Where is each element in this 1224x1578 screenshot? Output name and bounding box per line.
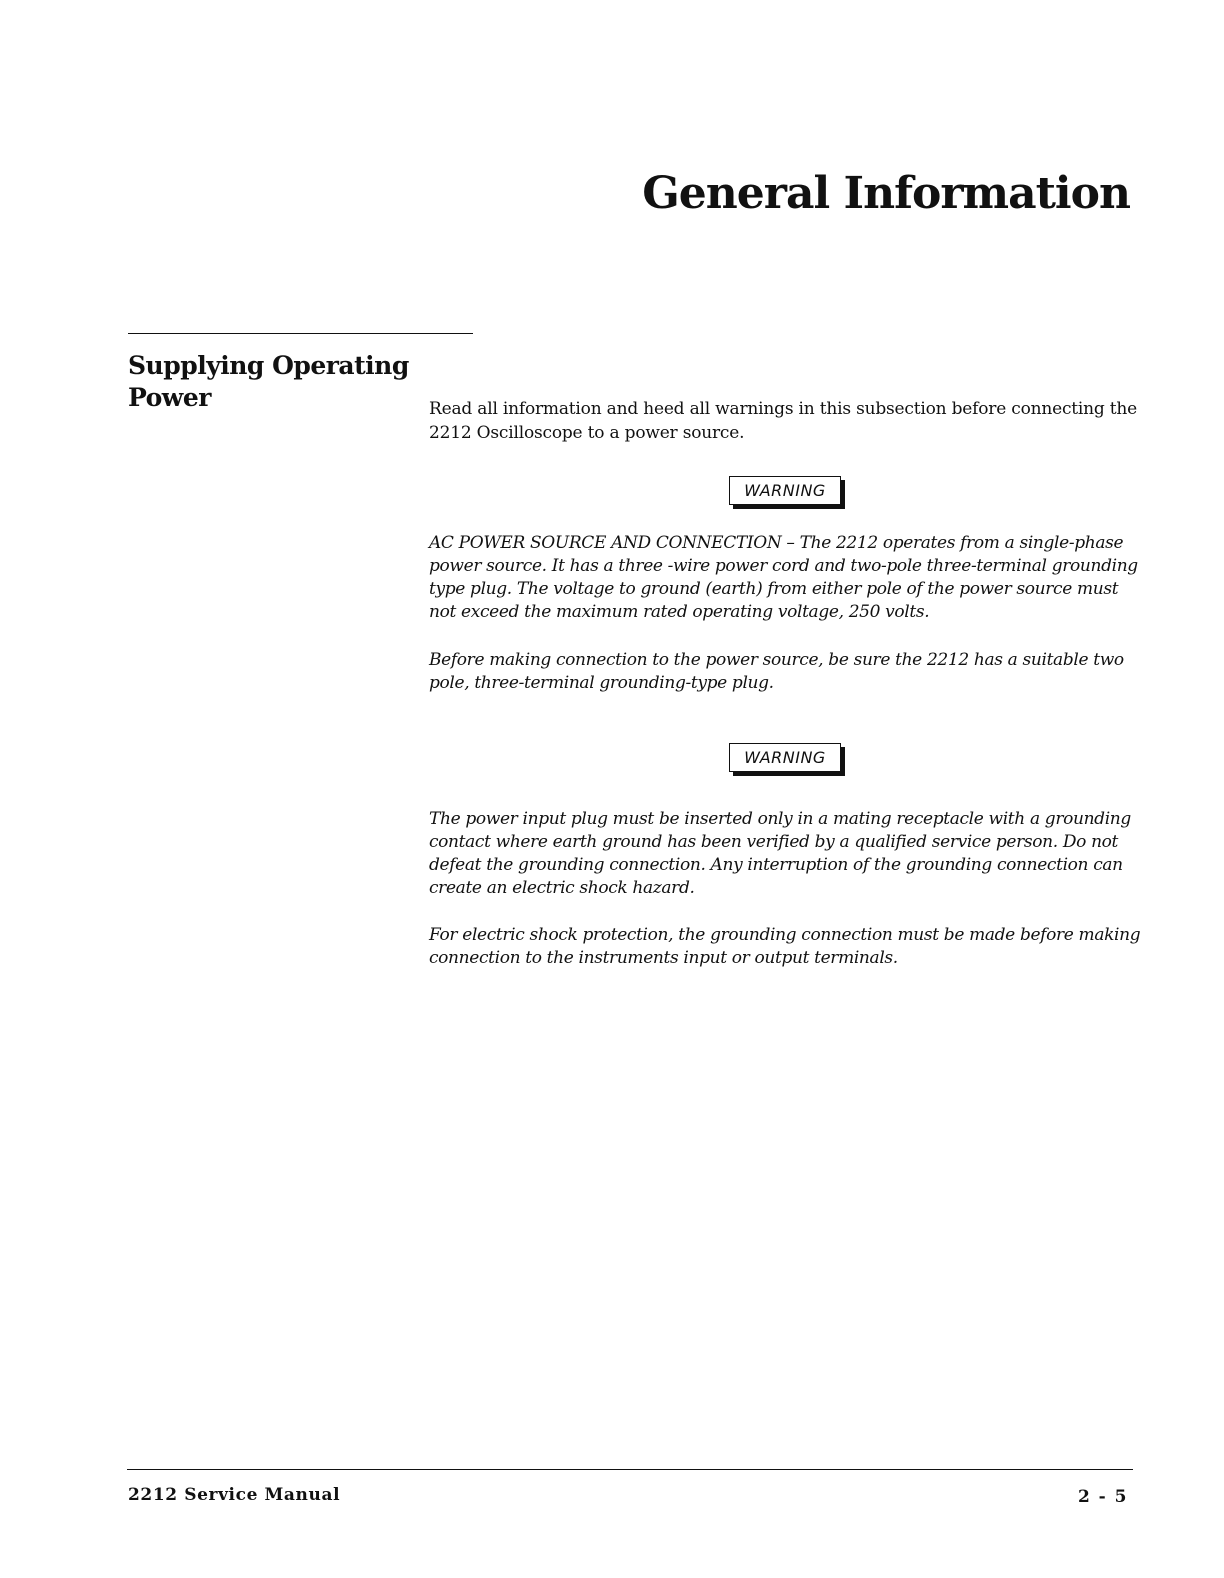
section-body	[429, 397, 1141, 970]
warning-paragraph: For electric shock protection, the grounding connection must be made before making connection to the instruments input or output terminals.	[429, 925, 1141, 968]
intro-paragraph: Read all information and heed all warnings in this subsection before connecting the 2212 Oscilloscope to a power source.	[429, 399, 1138, 443]
warning-paragraph: The power input plug must be inserted only in a mating receptacle with a grounding contact where earth ground has been verified by a qualified service person. Do not defeat the grounding connection. Any interruption of the grounding connection can create an electric shock hazard.	[429, 809, 1131, 898]
warning-callout-2	[429, 743, 1141, 772]
footer-divider	[127, 1469, 1133, 1470]
section-heading: Supplying Operating Power	[128, 351, 409, 412]
warning-paragraph: AC POWER SOURCE AND CONNECTION – The 2212 operates from a single-phase power source. It has a three -wire power cord and two-pole three-terminal grounding type plug. The voltage to ground (earth) from either pole of the power source must not exceed the maximum rated operating voltage, 250 volts.	[429, 533, 1138, 622]
warning-label: WARNING	[729, 743, 841, 772]
footer-page-number: 2 - 5	[1077, 1487, 1128, 1507]
warning-label: WARNING	[729, 476, 841, 505]
warning-paragraph: Before making connection to the power source, be sure the 2212 has a suitable two pole, three-terminal grounding-type plug.	[429, 650, 1124, 693]
footer-manual-name: 2212 Service Manual	[128, 1485, 341, 1505]
section-divider	[128, 333, 473, 334]
page-title: General Information	[642, 168, 1130, 219]
warning-callout-1	[429, 476, 1141, 505]
